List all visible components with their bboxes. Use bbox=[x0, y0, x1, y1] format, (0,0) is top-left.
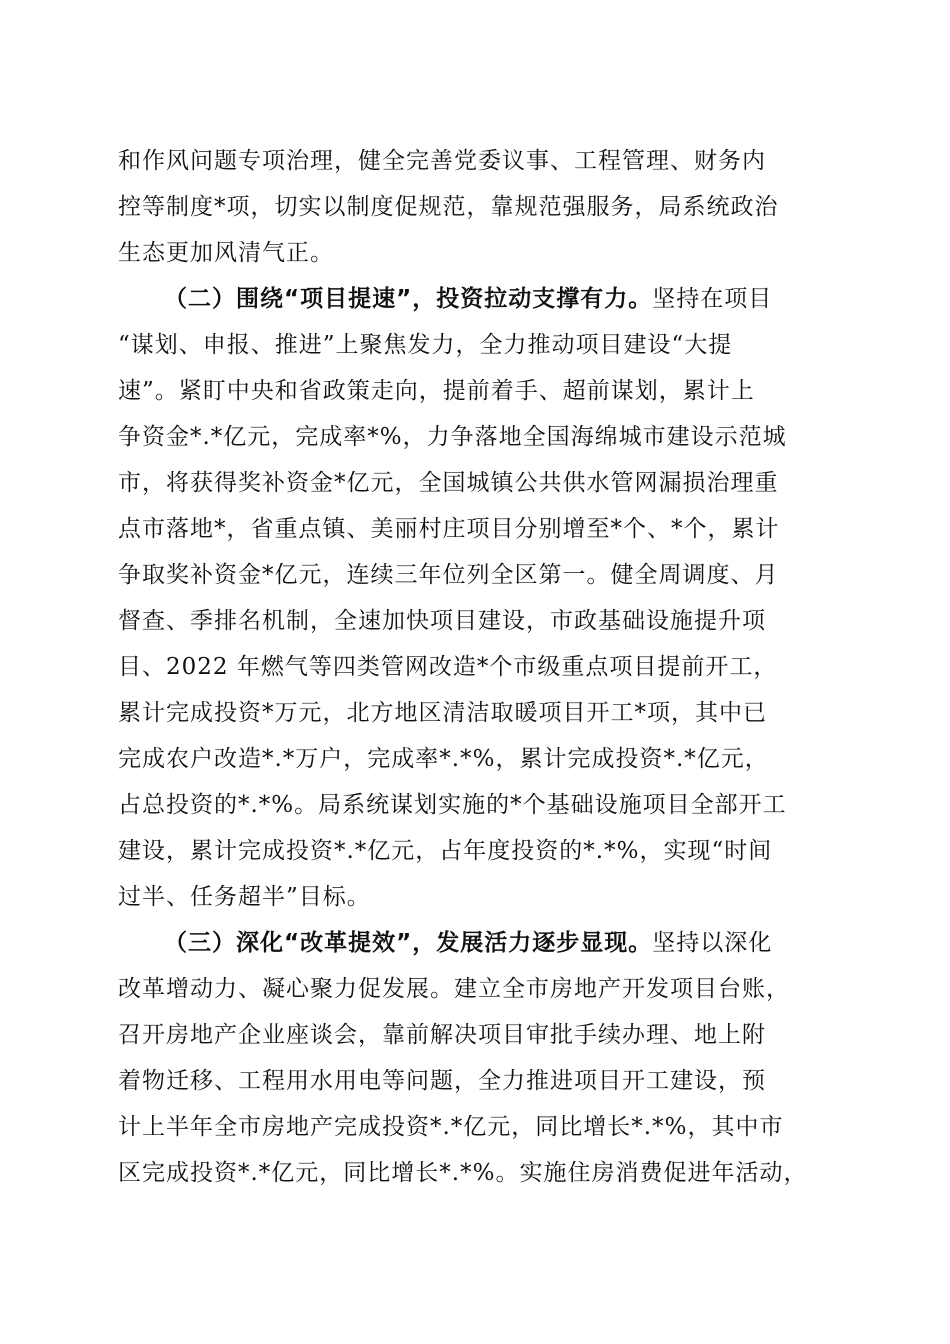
text-line: 计上半年全市房地产完成投资*.*亿元，同比增长*.*%，其中市 bbox=[118, 1114, 784, 1140]
section-2-heading: （二）围绕“项目提速”，投资拉动支撑有力。 bbox=[164, 286, 653, 312]
text-line: 占总投资的*.*%。局系统谋划实施的*个基础设施项目全部开工 bbox=[118, 792, 787, 818]
section-2-lead: 坚持在项目 bbox=[652, 286, 773, 312]
text-line: 着物迁移、工程用水用电等问题，全力推进项目开工建设，预 bbox=[118, 1068, 766, 1094]
text-line: 召开房地产企业座谈会，靠前解决项目审批手续办理、地上附 bbox=[118, 1022, 766, 1048]
text-line: 完成农户改造*.*万户，完成率*.*%，累计完成投资*.*亿元， bbox=[118, 746, 769, 772]
section-2-first-line bbox=[164, 282, 772, 316]
text-line: 累计完成投资*万元，北方地区清洁取暖项目开工*项，其中已 bbox=[118, 700, 767, 726]
text-line: 区完成投资*.*亿元，同比增长*.*%。实施住房消费促进年活动， bbox=[118, 1160, 808, 1186]
text-line: 督查、季排名机制，全速加快项目建设，市政基础设施提升项 bbox=[118, 608, 766, 634]
text-line: 市，将获得奖补资金*亿元，全国城镇公共供水管网漏损治理重 bbox=[118, 470, 779, 496]
text-line: 争资金*.*亿元，完成率*%，力争落地全国海绵城市建设示范城 bbox=[118, 424, 787, 450]
text-line: 速”。紧盯中央和省政策走向，提前着手、超前谋划，累计上 bbox=[118, 378, 755, 404]
text-line: 和作风问题专项治理，健全完善党委议事、工程管理、财务内 bbox=[118, 148, 766, 174]
text-line: 控等制度*项，切实以制度促规范，靠规范强服务，局系统政治 bbox=[118, 194, 779, 220]
text-line: 建设，累计完成投资*.*亿元，占年度投资的*.*%，实现“时间 bbox=[118, 838, 773, 864]
section-3-heading: （三）深化“改革提效”，发展活力逐步显现。 bbox=[164, 930, 653, 956]
text-line: 生态更加风清气正。 bbox=[118, 240, 334, 266]
text-line: 点市落地*，省重点镇、美丽村庄项目分别增至*个、*个，累计 bbox=[118, 516, 780, 542]
section-3-lead: 坚持以深化 bbox=[652, 930, 773, 956]
text-line: 争取奖补资金*亿元，连续三年位列全区第一。健全周调度、月 bbox=[118, 562, 779, 588]
section-3-first-line bbox=[164, 926, 772, 960]
text-line: “谋划、申报、推进”上聚焦发力，全力推动项目建设“大提 bbox=[118, 332, 733, 358]
text-line: 目、2022 年燃气等四类管网改造*个市级重点项目提前开工， bbox=[118, 654, 778, 680]
text-line: 改革增动力、凝心聚力促发展。建立全市房地产开发项目台账， bbox=[118, 976, 790, 1002]
text-line: 过半、任务超半”目标。 bbox=[118, 884, 371, 910]
